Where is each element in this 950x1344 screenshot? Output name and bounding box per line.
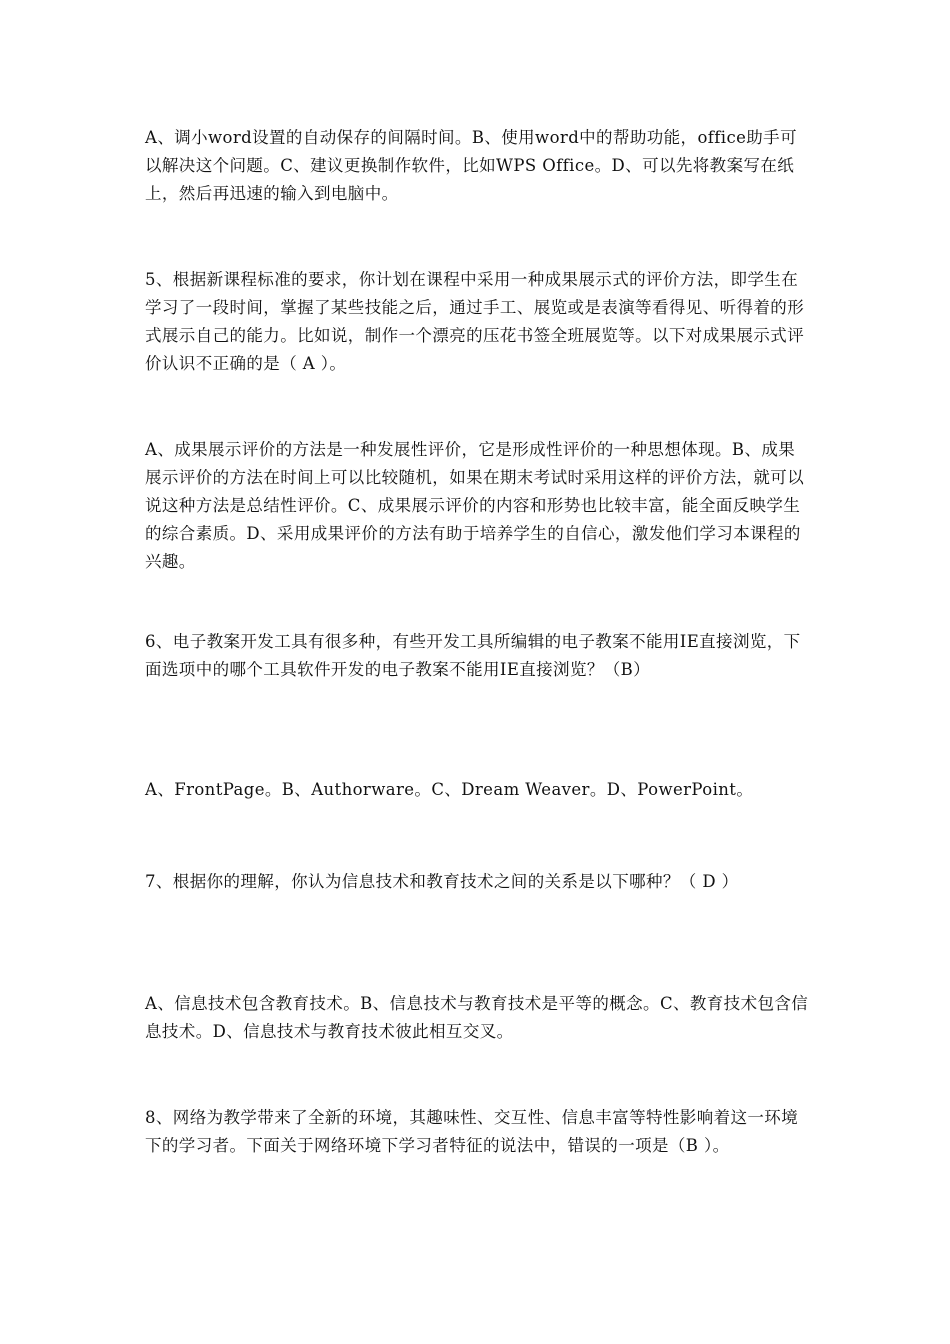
question-7: 7、根据你的理解，你认为信息技术和教育技术之间的关系是以下哪种？（ D ）	[145, 872, 739, 891]
answer-options-q6: A、FrontPage。B、Authorware。C、Dream Weaver。D、PowerPoint。	[145, 780, 754, 799]
question-8: 8、网络为教学带来了全新的环境，其趣味性、交互性、信息丰富等特性影响着这一环境下的学习者。下面关于网络环境下学习者特征的说法中，错误的一项是（B ）。	[145, 1108, 799, 1155]
answer-options-q5: A、成果展示评价的方法是一种发展性评价，它是形成性评价的一种思想体现。B、成果展示评价的方法在时间上可以比较随机，如果在期末考试时采用这样的评价方法，就可以说这种方法是总结性评价。C、成果展示评价的内容和形势也比较丰富，能全面反映学生的综合素质。D、采用成果评价的方法有助于培养学生的自信心，激发他们学习本课程的兴趣。	[145, 440, 805, 571]
question-6: 6、电子教案开发工具有很多种，有些开发工具所编辑的电子教案不能用IE直接浏览，下面选项中的哪个工具软件开发的电子教案不能用IE直接浏览？（B）	[145, 632, 801, 679]
answer-options-q4: A、调小word设置的自动保存的间隔时间。B、使用word中的帮助功能，office助手可以解决这个问题。C、建议更换制作软件，比如WPS Office。D、可以先将教案写在纸上，然后再迅速的输入到电脑中。	[145, 128, 797, 203]
question-5: 5、根据新课程标准的要求，你计划在课程中采用一种成果展示式的评价方法，即学生在学习了一段时间，掌握了某些技能之后，通过手工、展览或是表演等看得见、听得着的形式展示自己的能力。比如说，制作一个漂亮的压花书签全班展览等。以下对成果展示式评价认识不正确的是（ A ）。	[145, 270, 805, 373]
answer-options-q7: A、信息技术包含教育技术。B、信息技术与教育技术是平等的概念。C、教育技术包含信息技术。D、信息技术与教育技术彼此相互交叉。	[145, 994, 809, 1041]
